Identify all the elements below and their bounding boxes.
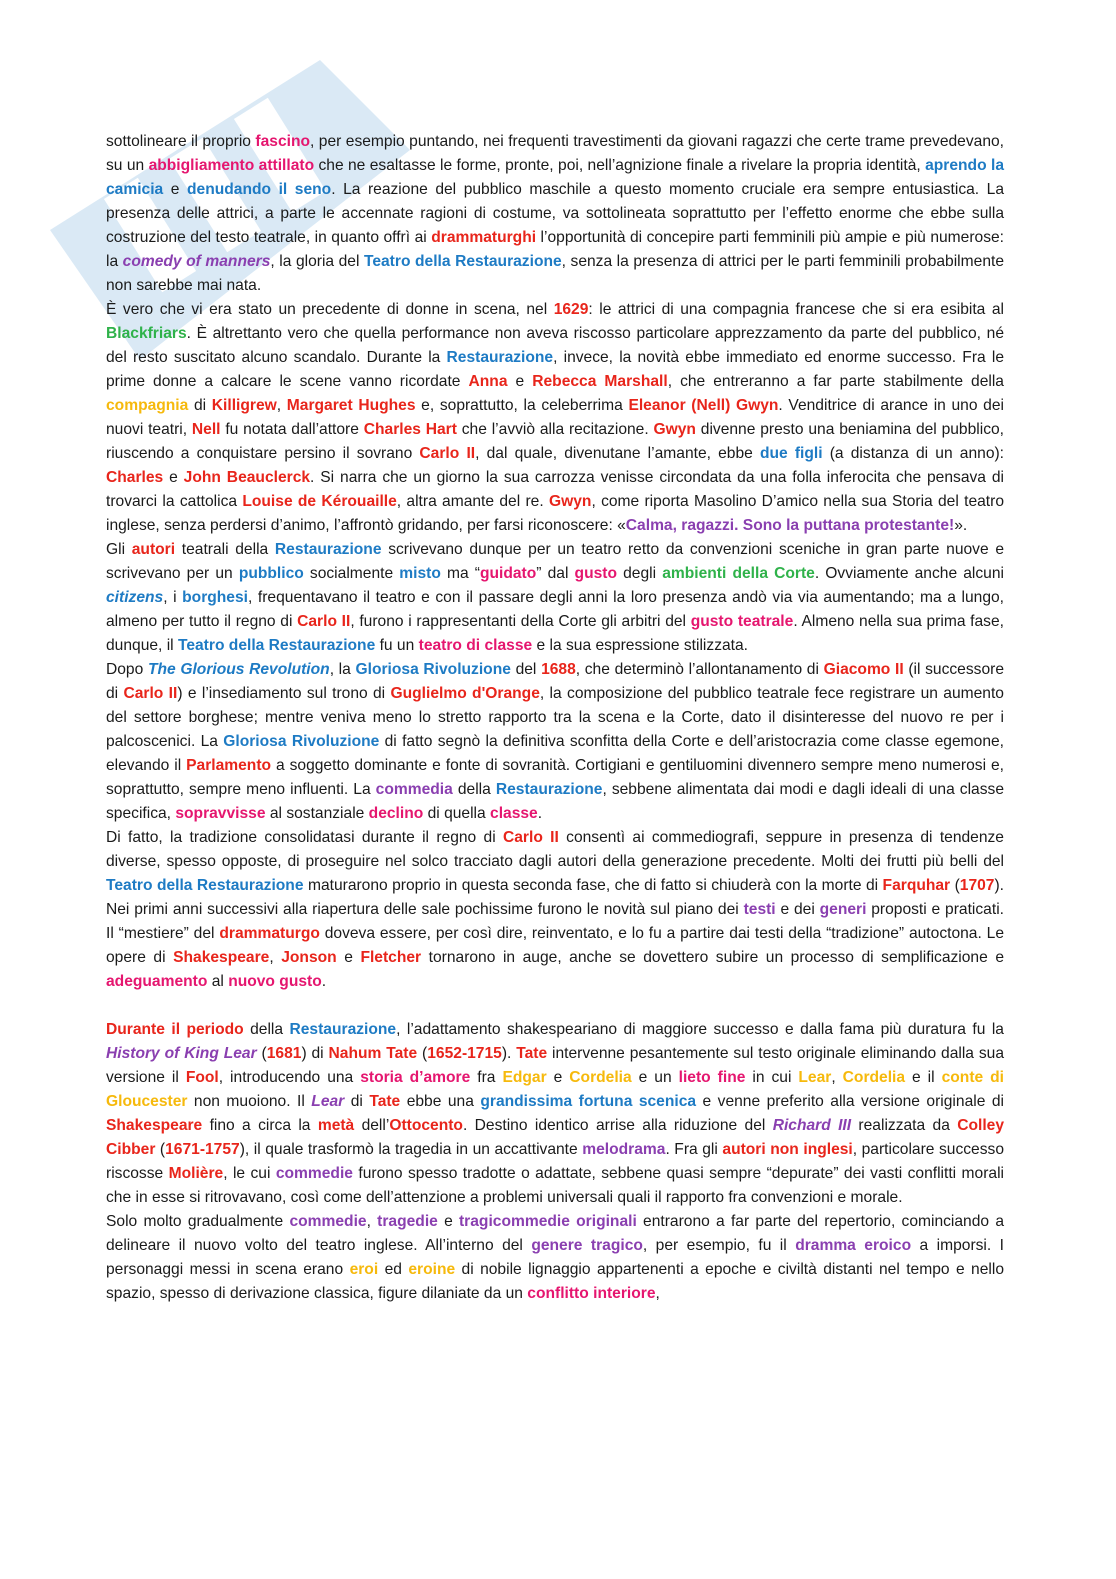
highlighted-term: teatro di classe [418, 637, 533, 654]
highlighted-term: Guglielmo d'Orange [390, 685, 540, 702]
text-run: , altra amante del re. [396, 493, 549, 510]
highlighted-term: citizens [106, 589, 164, 606]
highlighted-term: Eleanor (Nell) Gwyn [628, 397, 779, 414]
text-run: , particolare successo riscosse [106, 1141, 1004, 1182]
highlighted-term: grandissima fortuna scenica [480, 1093, 697, 1110]
text-run: consentì ai commediografi, seppure in presenza di tendenze diverse, spesso opposte, di proseguire nel solco tracciato dagli autori della generazione precedente. Molti dei frutti più belli del [106, 829, 1004, 870]
highlighted-term: The Glorious Revolution [147, 661, 330, 678]
highlighted-term: Teatro della Restaurazione [363, 253, 562, 270]
text-run: a soggetto dominante e fonte di sovranità. Cortigiani e gentiluomini divennero sempre meno numerosi e, soprattutto, sempre meno influenti. La [106, 757, 1005, 798]
highlighted-term: drammaturghi [431, 229, 537, 246]
highlighted-term: Gloriosa Rivoluzione [355, 661, 511, 678]
highlighted-term: Blackfriars [106, 325, 187, 342]
text-run: ) di [301, 1045, 329, 1062]
paragraph [106, 298, 1004, 538]
text-run: doveva essere, per così dire, reinventato, e lo fu a partire dai testi della “tradizione” autoctona. Le opere di [106, 925, 1004, 966]
highlighted-term: lieto fine [678, 1069, 746, 1086]
text-run: al [207, 973, 229, 990]
text-run: sottolineare il proprio [106, 133, 256, 150]
highlighted-term: Ottocento [389, 1117, 463, 1134]
highlighted-term: guidato [479, 565, 537, 582]
text-run: e [163, 181, 188, 198]
highlighted-term: testi [743, 901, 776, 918]
text-run: ( [950, 877, 960, 894]
highlighted-term: Tate [516, 1045, 548, 1062]
highlighted-term: Lear [798, 1069, 832, 1086]
highlighted-term: adeguamento [106, 973, 208, 990]
text-run: ». [954, 517, 968, 534]
text-run: e un [631, 1069, 679, 1086]
text-run: , sebbene alimentata dai modi e dagli ideali di una classe specifica, [106, 781, 1004, 822]
paragraph [106, 1018, 1004, 1210]
text-run: Solo molto gradualmente [106, 1213, 290, 1230]
text-run: Di fatto, la tradizione consolidatasi durante il regno di [106, 829, 503, 846]
text-run: , [366, 1213, 378, 1230]
highlighted-term: John Beauclerck [183, 469, 311, 486]
text-run: , [655, 1285, 660, 1302]
text-run: ). Nei primi anni successivi alla riapertura delle sale pochissime furono le novità sul piano dei [106, 877, 1005, 918]
highlighted-term: Carlo II [419, 445, 476, 462]
highlighted-term: Anna [468, 373, 508, 390]
text-run: , per esempio puntando, nei frequenti travestimenti da giovani ragazzi che certe trame prevedevano, su un [106, 133, 1005, 174]
text-run: , i [163, 589, 183, 606]
highlighted-term: Edgar [502, 1069, 547, 1086]
text-run: , [831, 1069, 843, 1086]
text-run: , frequentavano il teatro e con il passare degli anni la loro presenza andò via via aumentando; ma a lungo, almeno per tutto il regno di [106, 589, 1004, 630]
text-run: e [437, 1213, 459, 1230]
highlighted-term: borghesi [182, 589, 248, 606]
text-run: . Destino identico arrise alla riduzione del [462, 1117, 773, 1134]
text-run: non muoiono. Il [187, 1093, 312, 1110]
highlighted-term: Farquhar [882, 877, 951, 894]
highlighted-term: pubblico [238, 565, 304, 582]
highlighted-term: Gloriosa Rivoluzione [223, 733, 380, 750]
text-run: È vero che vi era stato un precedente di donne in scena, nel [106, 301, 554, 318]
highlighted-term: misto [399, 565, 441, 582]
text-run: maturarono proprio in questa seconda fase, che di fatto si chiuderà con la morte di [303, 877, 883, 894]
text-run: fu un [375, 637, 419, 654]
text-run: ( [256, 1045, 267, 1062]
text-run: , che determinò l’allontanamento di [575, 661, 824, 678]
highlighted-term: Teatro della Restaurazione [177, 637, 376, 654]
text-run: al sostanziale [265, 805, 369, 822]
highlighted-term: Carlo II [502, 829, 559, 846]
highlighted-term: declino [368, 805, 424, 822]
highlighted-term: genere tragico [531, 1237, 643, 1254]
text-run: . Ovviamente anche alcuni [814, 565, 1004, 582]
highlighted-term: 1652-1715 [427, 1045, 502, 1062]
text-run: e il [905, 1069, 942, 1086]
highlighted-term: tragicommedie originali [458, 1213, 637, 1230]
highlighted-term: due figli [759, 445, 823, 462]
text-run: , furono i rappresentanti della Corte gli arbitri del [350, 613, 691, 630]
text-run: ed [378, 1261, 409, 1278]
highlighted-term: dramma eroico [795, 1237, 912, 1254]
highlighted-term: Margaret Hughes [286, 397, 416, 414]
text-run: di [188, 397, 212, 414]
text-run: . [321, 973, 327, 990]
text-run: ). [501, 1045, 517, 1062]
paragraph [106, 826, 1004, 994]
text-run: . Almeno nella sua prima fase, dunque, il [106, 613, 1004, 654]
highlighted-term: Durante il periodo [106, 1021, 244, 1038]
highlighted-term: sopravvisse [175, 805, 266, 822]
text-run: fino a circa la [202, 1117, 318, 1134]
highlighted-term: Gwyn [653, 421, 696, 438]
text-run: . [537, 805, 543, 822]
highlighted-term: commedia [375, 781, 453, 798]
highlighted-term: autori non inglesi [722, 1141, 853, 1158]
text-run: di quella [423, 805, 491, 822]
text-run: ( [155, 1141, 166, 1158]
text-run: , dal quale, divenutane l’amante, ebbe [475, 445, 760, 462]
text-run: e venne preferito alla versione originale di [696, 1093, 1004, 1110]
text-run: e dei [775, 901, 820, 918]
text-run: di nobile lignaggio appartenenti a epoche e civiltà distanti nel tempo e nello spazio, spesso di derivazione classica, figure dilaniate da un [106, 1261, 1004, 1302]
text-run: fu notata dall’attore [220, 421, 364, 438]
text-run: (il successore di [106, 661, 1004, 702]
highlighted-term: Fool [185, 1069, 219, 1086]
highlighted-term: Cordelia [842, 1069, 906, 1086]
text-run: . È altrettanto vero che quella performance non aveva riscosso particolare apprezzamento da parte del pubblico, né del resto suscitato alcuno scandalo. Durante la [106, 325, 1004, 366]
text-run: e [507, 373, 533, 390]
text-run: , l’adattamento shakespeariano di maggiore successo e dalla fama più duratura fu la [396, 1021, 1004, 1038]
text-run: a imporsi. I personaggi messi in scena erano [106, 1237, 1005, 1278]
highlighted-term: tragedie [377, 1213, 438, 1230]
text-run: di fatto segnò la definitiva sconfitta della Corte e dell’aristocrazia come classe egemone, elevando il [106, 733, 1004, 774]
highlighted-term: Restaurazione [274, 541, 382, 558]
highlighted-term: commedie [289, 1213, 367, 1230]
highlighted-term: eroi [349, 1261, 379, 1278]
text-run: e [336, 949, 361, 966]
paragraph [106, 538, 1004, 658]
document-body [106, 130, 1004, 1306]
text-run: entrarono a far parte del repertorio, cominciando a delineare il nuovo volto del teatro inglese. All’interno del [106, 1213, 1004, 1254]
paragraph [106, 1210, 1004, 1306]
text-run: e [546, 1069, 570, 1086]
highlighted-term: melodrama [582, 1141, 666, 1158]
highlighted-term: compagnia [106, 397, 189, 414]
text-run: , le cui [223, 1165, 276, 1182]
highlighted-term: 1629 [553, 301, 589, 318]
highlighted-term: Nahum Tate [328, 1045, 418, 1062]
text-run: fra [470, 1069, 503, 1086]
text-run: del [510, 661, 542, 678]
highlighted-term: Charles [106, 469, 164, 486]
text-run: : le attrici di una compagnia francese che si era esibita al [588, 301, 1004, 318]
text-run: , la composizione del pubblico teatrale fece registrare un aumento del settore borghese; mentre veniva meno lo stretto rapporto tra la scena e la Corte, dato il disinteresse del nuovo re per i palcoscenici. La [106, 685, 1004, 750]
text-run: e, soprattutto, la celeberrima [415, 397, 629, 414]
text-run: ebbe una [400, 1093, 481, 1110]
highlighted-term: autori [131, 541, 176, 558]
text-run: dell’ [354, 1117, 390, 1134]
highlighted-term: Tate [369, 1093, 401, 1110]
text-run: . Venditrice di arance in uno dei nuovi teatri, [106, 397, 1004, 438]
text-run: teatrali della [175, 541, 275, 558]
highlighted-term: Rebecca Marshall [532, 373, 668, 390]
text-run: intervenne pesantemente sul testo originale eliminando dalla sua versione il [106, 1045, 1005, 1086]
highlighted-term: 1688 [541, 661, 576, 678]
highlighted-term: Louise de Kérouaille [242, 493, 397, 510]
highlighted-term: fascino [255, 133, 311, 150]
text-run: proposti e praticati. Il “mestiere” del [106, 901, 1004, 942]
text-run: , [276, 397, 287, 414]
text-run: , per esempio, fu il [642, 1237, 796, 1254]
highlighted-term: 1681 [266, 1045, 302, 1062]
highlighted-term: Shakespeare [106, 1117, 203, 1134]
paragraph [106, 130, 1004, 298]
highlighted-term: classe [490, 805, 538, 822]
highlighted-term: Colley Cibber [106, 1117, 1005, 1158]
text-run: , come riporta Masolino D’amico nella sua Storia del teatro inglese, senza perdersi d’animo, l’affrontò gridando, per farsi riconoscere: « [106, 493, 1004, 534]
highlighted-term: Calma, ragazzi. Sono la puttana protestante! [625, 517, 955, 534]
highlighted-term: Restaurazione [446, 349, 554, 366]
highlighted-term: Restaurazione [495, 781, 603, 798]
text-run: Dopo [106, 661, 148, 678]
paragraph [106, 658, 1004, 826]
text-run: della [243, 1021, 290, 1038]
text-run: furono spesso tradotte o adattate, sebbene quasi sempre “depurate” dei vasti conflitti morali che in esse si ritrovavano, così come dell’attenzione a problemi universali quali il rapporto fra convenzioni e morale. [106, 1165, 1005, 1206]
text-run: ) e l’insediamento sul trono di [177, 685, 391, 702]
highlighted-term: Molière [168, 1165, 224, 1182]
highlighted-term: storia d’amore [360, 1069, 471, 1086]
text-run: , che entreranno a far parte stabilmente della [667, 373, 1004, 390]
text-run: divenne presto una beniamina del pubblico, riuscendo a conquistare persino il sovrano [106, 421, 1004, 462]
highlighted-term: Charles Hart [363, 421, 457, 438]
highlighted-term: Shakespeare [173, 949, 270, 966]
highlighted-term: gusto teatrale [690, 613, 794, 630]
text-run: (a distanza di un anno): [822, 445, 1005, 462]
highlighted-term: Restaurazione [289, 1021, 397, 1038]
text-run: , senza la presenza di attrici per le parti femminili probabilmente non sarebbe mai nata. [106, 253, 1004, 294]
highlighted-term: Nell [191, 421, 221, 438]
highlighted-term: commedie [275, 1165, 353, 1182]
text-run: scrivevano dunque per un teatro retto da convenzioni sceniche in gran parte nuove e scrivevano per un [106, 541, 1004, 582]
highlighted-term: Gwyn [548, 493, 592, 510]
highlighted-term: Giacomo II [823, 661, 904, 678]
highlighted-term: Carlo II [123, 685, 178, 702]
highlighted-term: Parlamento [186, 757, 272, 774]
text-run: . La reazione del pubblico maschile a questo momento cruciale era sempre entusiastica. La presenza delle attrici, a parte le accennate ragioni di costume, va sottolineata soprattutto per l’effetto enorme che ebbe sulla costruzione del testo teatrale, in quanto offrì ai [106, 181, 1005, 246]
highlighted-term: Jonson [281, 949, 337, 966]
text-run: e la sua espressione stilizzata. [532, 637, 748, 654]
highlighted-term: eroine [408, 1261, 456, 1278]
text-run: ), il quale trasformò la tragedia in un accattivante [239, 1141, 583, 1158]
highlighted-term: comedy of manners [122, 253, 271, 270]
highlighted-term: ambienti della Corte [662, 565, 815, 582]
text-run: degli [617, 565, 663, 582]
highlighted-term: Cordelia [569, 1069, 632, 1086]
highlighted-term: conflitto interiore [527, 1285, 656, 1302]
highlighted-term: Lear [311, 1093, 345, 1110]
highlighted-term: nuovo gusto [228, 973, 322, 990]
highlighted-term: 1707 [959, 877, 995, 894]
highlighted-term: generi [819, 901, 867, 918]
highlighted-term: drammaturgo [219, 925, 320, 942]
text-run: che ne esaltasse le forme, pronte, poi, nell’agnizione finale a rivelare la propria identità, [314, 157, 926, 174]
text-run: , la [329, 661, 356, 678]
highlighted-term: History of King Lear [106, 1045, 257, 1062]
text-run: di [344, 1093, 370, 1110]
highlighted-term: gusto [574, 565, 617, 582]
text-run: ma “ [440, 565, 480, 582]
text-run: , [269, 949, 282, 966]
text-run: e [163, 469, 184, 486]
text-run: , invece, la novità ebbe immediato ed enorme successo. Fra le prime donne a calcare le scene vanno ricordate [106, 349, 1004, 390]
highlighted-term: conte di Gloucester [106, 1069, 1005, 1110]
text-run: in cui [745, 1069, 799, 1086]
text-run: . Fra gli [665, 1141, 723, 1158]
highlighted-term: denudando il seno [187, 181, 332, 198]
text-run: , introducendo una [218, 1069, 361, 1086]
text-run: ” dal [536, 565, 575, 582]
highlighted-term: Richard III [772, 1117, 852, 1134]
highlighted-term: Teatro della Restaurazione [106, 877, 304, 894]
text-run: tornarono in auge, anche se dovettero subire un processo di semplificazione e [421, 949, 1004, 966]
text-run: . Si narra che un giorno la sua carrozza venisse circondata da una folla inferocita che pensava di trovarci la cattolica [106, 469, 1004, 510]
text-run: della [452, 781, 496, 798]
text-run: ( [417, 1045, 428, 1062]
text-run: socialmente [303, 565, 400, 582]
highlighted-term: metà [317, 1117, 355, 1134]
text-run: che l’avviò alla recitazione. [456, 421, 654, 438]
highlighted-term: Fletcher [360, 949, 422, 966]
highlighted-term: 1671-1757 [165, 1141, 240, 1158]
highlighted-term: aprendo la camicia [106, 157, 1004, 198]
text-run: Gli [106, 541, 132, 558]
highlighted-term: Carlo II [297, 613, 351, 630]
highlighted-term: Killigrew [211, 397, 277, 414]
text-run: realizzata da [851, 1117, 958, 1134]
text-run: , la gloria del [270, 253, 364, 270]
text-run: l’opportunità di concepire parti femminili più ampie e più numerose: la [106, 229, 1004, 270]
highlighted-term: abbigliamento attillato [148, 157, 315, 174]
